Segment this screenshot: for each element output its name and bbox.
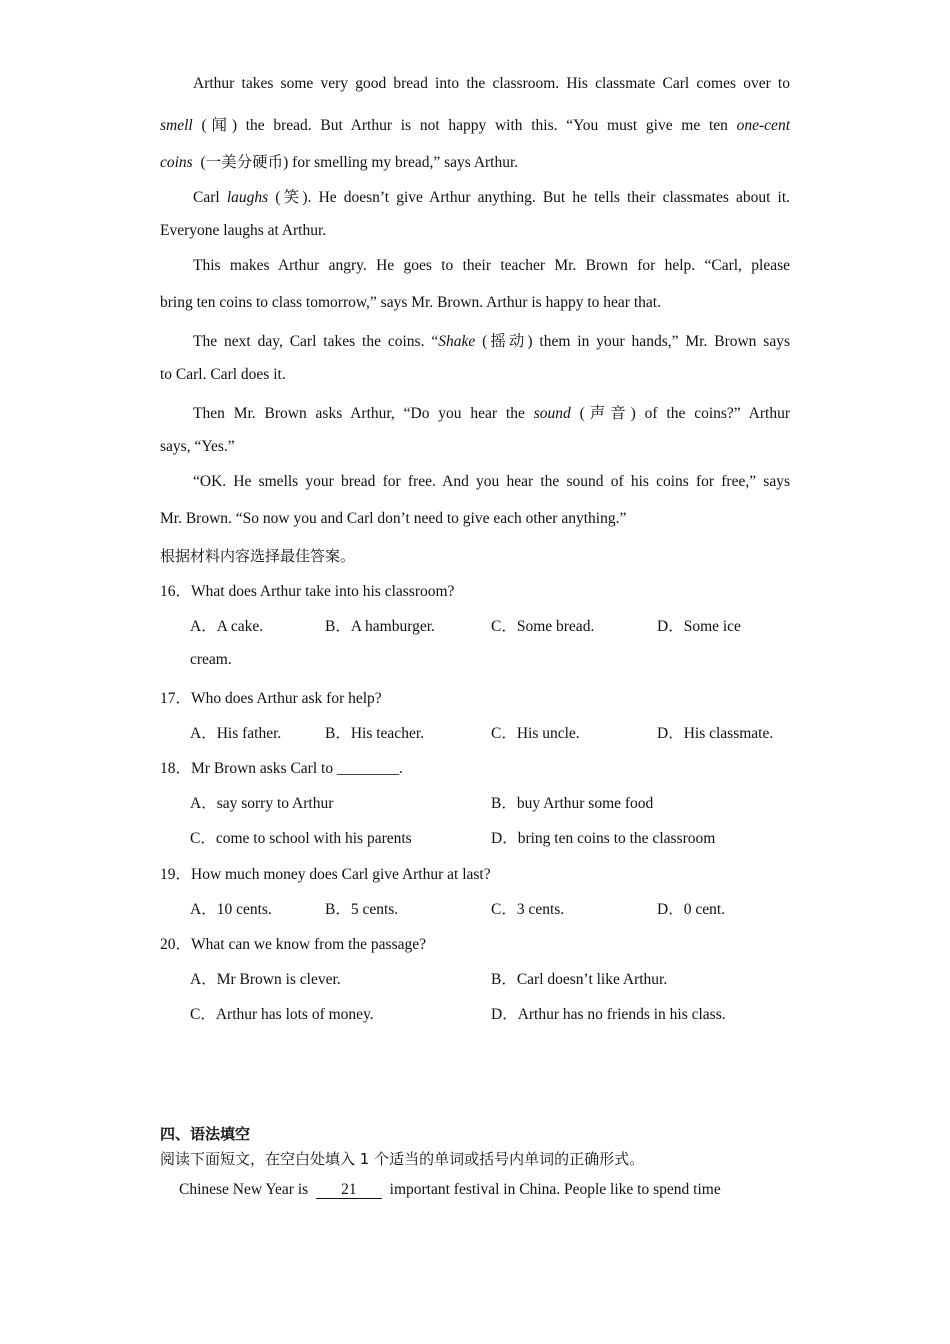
q19-option-a[interactable]: A．10 cents. — [190, 901, 272, 918]
q20-option-d[interactable]: D．Arthur has no friends in his class. — [491, 1006, 726, 1023]
q18-option-c[interactable]: C．come to school with his parents — [190, 830, 412, 847]
word-sound: sound — [533, 405, 571, 422]
word-one-cent: one-cent — [736, 117, 790, 134]
question-stem-16: 16．What does Arthur take into his classroom? — [160, 583, 455, 600]
passage-p6-line1: “OK. He smells your bread for free. And you hear the sound of his coins for free,” says — [193, 473, 790, 490]
word-shake: Shake — [438, 333, 476, 350]
question-stem-20: 20．What can we know from the passage? — [160, 936, 426, 953]
cloze-blank-21[interactable]: 21 — [316, 1181, 382, 1199]
q16-option-b[interactable]: B．A hamburger. — [325, 618, 435, 635]
q20-option-a[interactable]: A．Mr Brown is clever. — [190, 971, 341, 988]
passage-p2-line2: Everyone laughs at Arthur. — [160, 222, 327, 239]
section-heading: 四、语法填空 — [160, 1125, 251, 1143]
word-smell: smell — [160, 117, 193, 134]
passage-p3-line2: bring ten coins to class tomorrow,” says Mr. Brown. Arthur is happy to hear that. — [160, 294, 661, 311]
word-laughs: laughs — [226, 189, 269, 206]
word-coins: coins — [160, 154, 193, 171]
passage-p1-line1: Arthur takes some very good bread into the classroom. His classmate Carl comes over to — [193, 75, 790, 92]
cloze-line-1: Chinese New Year is 21 important festival in China. People like to spend time — [179, 1181, 721, 1198]
question-instruction: 根据材料内容选择最佳答案。 — [160, 547, 356, 565]
passage-p2-line1: Carl laughs (笑). He doesn’t give Arthur anything. But he tells their classmates about it. — [193, 189, 791, 206]
question-stem-19: 19．How much money does Carl give Arthur at last? — [160, 866, 491, 883]
q19-option-c[interactable]: C．3 cents. — [491, 901, 565, 918]
q16-option-a[interactable]: A．A cake. — [190, 618, 264, 635]
question-stem-18: 18．Mr Brown asks Carl to ________. — [160, 760, 403, 777]
q16-option-d[interactable]: D．Some ice — [657, 618, 741, 635]
q19-option-d[interactable]: D．0 cent. — [657, 901, 726, 918]
q19-option-b[interactable]: B．5 cents. — [325, 901, 399, 918]
q16-option-c[interactable]: C．Some bread. — [491, 618, 595, 635]
passage-p1-line2: smell (闻) the bread. But Arthur is not happy with this. “You must give me ten one-cent — [160, 117, 790, 134]
q20-option-c[interactable]: C．Arthur has lots of money. — [190, 1006, 374, 1023]
question-stem-17: 17．Who does Arthur ask for help? — [160, 690, 382, 707]
section-instruction: 阅读下面短文，在空白处填入 1 个适当的单词或括号内单词的正确形式。 — [160, 1150, 645, 1168]
q16-option-d-continued: cream. — [190, 651, 232, 668]
passage-p6-line2: Mr. Brown. “So now you and Carl don’t need to give each other anything.” — [160, 510, 627, 527]
q17-option-b[interactable]: B．His teacher. — [325, 725, 425, 742]
q17-option-a[interactable]: A．His father. — [190, 725, 282, 742]
passage-p5-line1: Then Mr. Brown asks Arthur, “Do you hear the sound (声音) of the coins?” Arthur — [193, 405, 790, 422]
passage-p3-line1: This makes Arthur angry. He goes to their teacher Mr. Brown for help. “Carl, please — [193, 257, 790, 274]
q17-option-c[interactable]: C．His uncle. — [491, 725, 580, 742]
passage-p4-line2: to Carl. Carl does it. — [160, 366, 286, 383]
q18-option-b[interactable]: B．buy Arthur some food — [491, 795, 654, 812]
q20-option-b[interactable]: B．Carl doesn’t like Arthur. — [491, 971, 668, 988]
passage-p1-line3: coins (一美分硬币) for smelling my bread,” says Arthur. — [160, 154, 519, 171]
q18-option-a[interactable]: A．say sorry to Arthur — [190, 795, 334, 812]
passage-p5-line2: says, “Yes.” — [160, 438, 235, 455]
q18-option-d[interactable]: D．bring ten coins to the classroom — [491, 830, 716, 847]
q17-option-d[interactable]: D．His classmate. — [657, 725, 774, 742]
passage-p4-line1: The next day, Carl takes the coins. “Shake (摇动) them in your hands,” Mr. Brown says — [193, 333, 791, 350]
